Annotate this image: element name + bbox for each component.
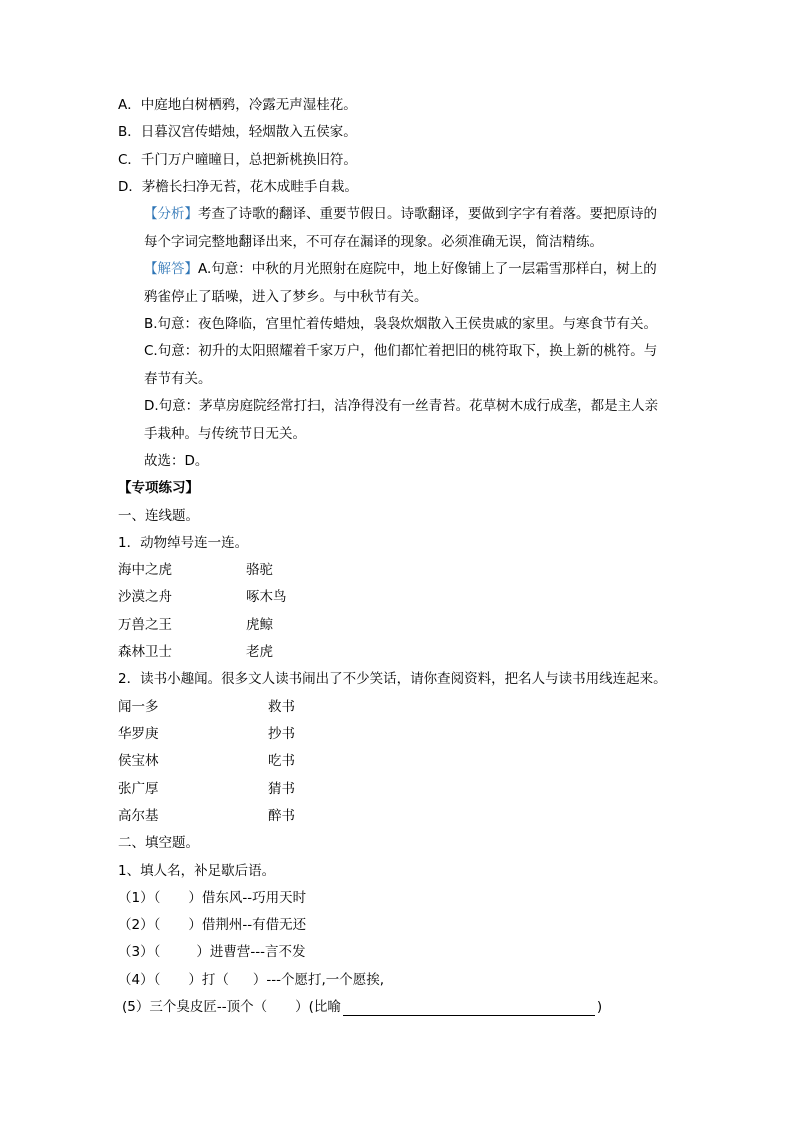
- fill-item-5-prefix: (5）三个臭皮匠--顶个（: [122, 999, 268, 1015]
- q2-left-item: 侯宝林: [118, 753, 159, 769]
- option-a: A．中庭地白树栖鸦，冷露无声湿桂花。: [118, 97, 357, 113]
- q2-right-item: 醉书: [268, 808, 295, 824]
- q2-right-item: 吃书: [268, 753, 295, 769]
- q2-left-item: 闻一多: [118, 699, 159, 715]
- fill-item-4: [118, 971, 384, 989]
- option-c: C．千门万户曈曈日，总把新桃换旧符。: [118, 152, 357, 168]
- analysis-line-2: 每个字词完整地翻译出来，不可存在漏译的现象。必须准确无误，简洁精练。: [144, 234, 603, 250]
- answer-line-d2: 手栽种。与传统节日无关。: [144, 426, 306, 442]
- analysis-text-1: 考查了诗歌的翻译、重要节假日。诗歌翻译，要做到字字有着落。要把原诗的: [198, 206, 657, 222]
- answer-text-a1: A.句意：中秋的月光照射在庭院中，地上好像铺上了一层霜雪那样白，树上的: [198, 261, 657, 277]
- fill-item-4-suffix: ）---个愿打,一个愿挨,: [252, 972, 385, 988]
- q1-right-item: 虎鲸: [246, 617, 273, 633]
- practice-heading: 【专项练习】: [118, 480, 199, 496]
- q1-left-item: 海中之虎: [118, 562, 172, 578]
- answer-line-d1: D.句意：茅草房庭院经常打扫，洁净得没有一丝青苔。花草树木成行成垄，都是主人亲: [144, 398, 659, 414]
- fill-item-4-middle: ）打（: [188, 972, 229, 988]
- fill-item-1-prefix: （1）（: [118, 890, 161, 906]
- analysis-tag: 【分析】: [144, 206, 198, 222]
- fill-item-5-middle: ）(比喻: [295, 999, 341, 1015]
- q1-left-item: 沙漠之舟: [118, 589, 172, 605]
- answer-tag: 【解答】: [144, 261, 198, 277]
- fill-item-5-suffix: ): [596, 999, 603, 1015]
- analysis-line-1: [144, 205, 657, 223]
- answer-choice: 故选：D。: [144, 453, 209, 469]
- section-2-title: 二、填空题。: [118, 835, 199, 851]
- fill-item-1-suffix: ）借东风--巧用天时: [188, 890, 307, 906]
- fill-item-2-prefix: （2）（: [118, 917, 161, 933]
- fill-item-5: [122, 998, 602, 1016]
- section-1-title: 一、连线题。: [118, 508, 199, 524]
- answer-line-a2: 鸦雀停止了聒噪，进入了梦乡。与中秋节有关。: [144, 289, 428, 305]
- q1-right-item: 骆驼: [246, 562, 273, 578]
- answer-line-c2: 春节有关。: [144, 371, 212, 387]
- question-1: 1．动物绰号连一连。: [118, 535, 249, 551]
- q2-left-item: 张广厚: [118, 781, 159, 797]
- q1-right-item: 老虎: [246, 644, 273, 660]
- answer-line-b1: B.句意：夜色降临，宫里忙着传蜡烛，袅袅炊烟散入王侯贵戚的家里。与寒食节有关。: [144, 316, 658, 332]
- q2-right-item: 猜书: [268, 781, 295, 797]
- fill-item-3-suffix: ）进曹营---言不发: [196, 944, 306, 960]
- fill-item-3-prefix: （3）（: [118, 944, 161, 960]
- option-b: B．日暮汉宫传蜡烛，轻烟散入五侯家。: [118, 124, 357, 140]
- fill-item-3: [118, 943, 305, 961]
- q2-right-item: 救书: [268, 699, 295, 715]
- q1-left-item: 森林卫士: [118, 644, 172, 660]
- fill-item-1: [118, 889, 306, 907]
- q2-left-item: 高尔基: [118, 808, 159, 824]
- question-2: 2．读书小趣闻。很多文人读书闹出了不少笑话，请你查阅资料，把名人与读书用线连起来。: [118, 671, 667, 687]
- option-d: D．茅檐长扫净无苔，花木成畦手自栽。: [118, 179, 358, 195]
- answer-underline[interactable]: [343, 1001, 595, 1016]
- q1-right-item: 啄木鸟: [246, 589, 287, 605]
- answer-line-a1: [144, 260, 657, 278]
- q1-left-item: 万兽之王: [118, 617, 172, 633]
- fill-question: 1、填人名，补足歇后语。: [118, 863, 276, 879]
- q2-left-item: 华罗庚: [118, 726, 159, 742]
- fill-item-2-suffix: ）借荆州--有借无还: [188, 917, 307, 933]
- q2-right-item: 抄书: [268, 726, 295, 742]
- answer-line-c1: C.句意：初升的太阳照耀着千家万户，他们都忙着把旧的桃符取下，换上新的桃符。与: [144, 343, 658, 359]
- fill-item-2: [118, 916, 306, 934]
- fill-item-4-prefix: （4）（: [118, 972, 161, 988]
